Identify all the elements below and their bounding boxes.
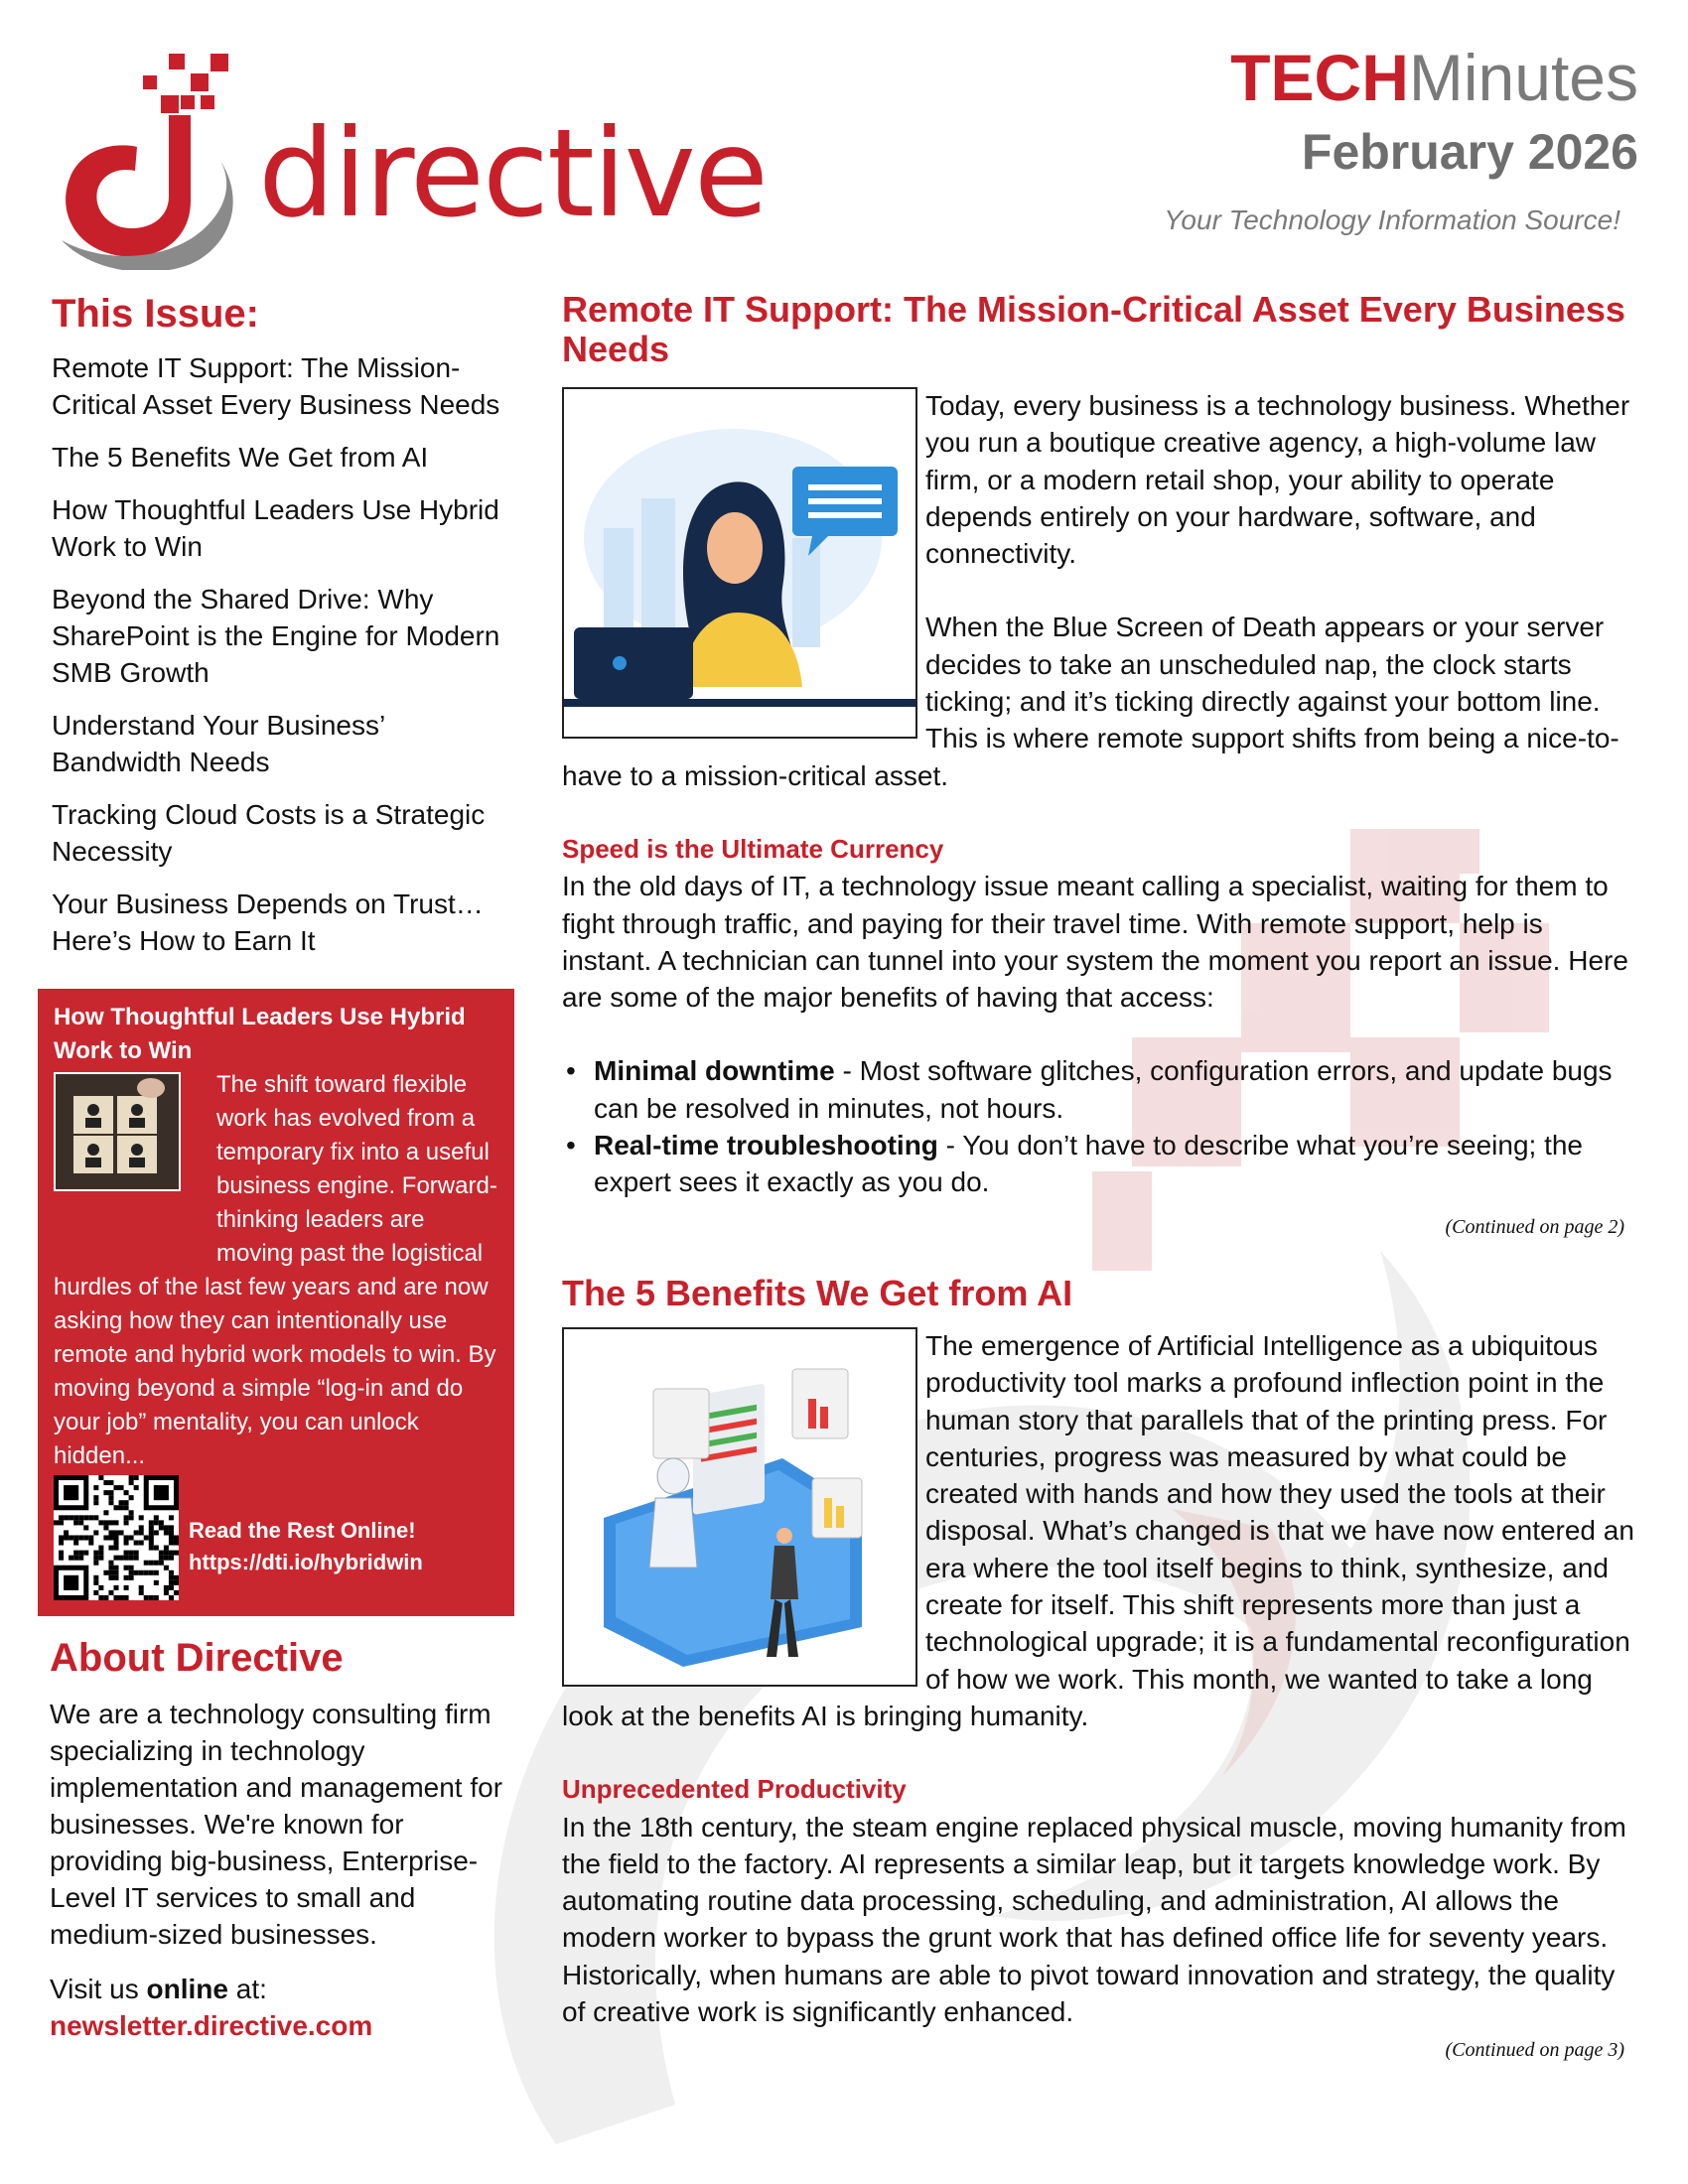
qr-code[interactable] [54, 1475, 179, 1600]
article-subheading: Speed is the Ultimate Currency [562, 833, 944, 864]
benefits-list [562, 1052, 1634, 1200]
newsletter-url-link[interactable]: newsletter.directive.com [50, 2010, 373, 2041]
list-item [562, 1127, 1634, 1201]
visit-line [50, 1971, 506, 2007]
logo-wordmark: directive [258, 103, 767, 244]
article-title: The 5 Benefits We Get from AI [562, 1272, 1073, 1313]
issue-item[interactable]: Your Business Depends on Trust… Here’s How to Earn It [52, 888, 484, 956]
article-intro: The emergence of Artificial Intelligence as a ubiquitous productivity tool marks a profound inflection point in the human story that parallels that of the printing press. For centuries, progress was measured by what could be created with hands and how they used the tools at their disposal. What’s changed is that we have now entered an era where the tool itself begins to think, synthesize, and create for itself. This shift represents more than just a technological upgrade; it is a fundamental reconfiguration of how we work. This month, we wanted to take a long look at the benefits AI is bringing humanity. [562, 1329, 1634, 1731]
logo-mark-icon [52, 52, 250, 270]
sidebar-feature-body: The shift toward flexible work has evolved from a temporary fix into a useful business engine. Forward-thinking leaders are moving past the logistical hurdles of the last few years and are now asking how they can intentionally use remote and hybrid work models to win. By moving beyond a simple “log-in and do your job” mentality, you can unlock hidden... [54, 1071, 497, 1469]
article-remote-it-support [562, 290, 1634, 1246]
title-minutes: Minutes [1408, 41, 1638, 114]
list-item [562, 1052, 1634, 1127]
article-subheading: Unprecedented Productivity [562, 1774, 907, 1805]
visit-prefix: Visit us [50, 1974, 147, 2004]
issue-item[interactable]: Tracking Cloud Costs is a Strategic Necessity [52, 799, 486, 867]
article-ai-benefits [562, 1274, 1634, 2070]
article-intro: Today, every business is a technology business. Whether you run a boutique creative agency, a high-volume law firm, or a modern retail shop, your ability to operate depends entirely on your hardware, software, and connectivity. [925, 390, 1630, 570]
this-issue-section [52, 290, 518, 975]
this-issue-heading: This Issue: [52, 292, 259, 336]
article-title: Remote IT Support: The Mission-Critical Asset Every Business Needs [562, 289, 1625, 369]
tagline: Your Technology Information Source! [1164, 205, 1620, 235]
sidebar-feature-box [38, 989, 514, 1616]
sidebar-feature-title[interactable]: How Thoughtful Leaders Use Hybrid Work to Win [54, 1004, 466, 1064]
bullet-term: Real-time troubleshooting [594, 1130, 938, 1161]
bullet-text: - You don’t have to describe what you’re seeing; the expert sees it exactly as you do. [594, 1130, 1584, 1198]
visit-suffix: at: [227, 1974, 267, 2004]
title-tech: TECH [1230, 41, 1409, 114]
issue-item[interactable]: Understand Your Business’ Bandwidth Needs [52, 710, 385, 777]
masthead [943, 40, 1638, 236]
sidebar-feature-excerpt [54, 1068, 506, 1473]
newsletter-title [943, 40, 1638, 115]
about-section [50, 1634, 506, 2044]
issue-item[interactable]: Remote IT Support: The Mission-Critical Asset Every Business Needs [52, 352, 500, 420]
issue-item[interactable]: How Thoughtful Leaders Use Hybrid Work to Win [52, 494, 499, 562]
bullet-term: Minimal downtime [594, 1055, 835, 1087]
support-agent-illustration [562, 387, 917, 739]
about-heading: About Directive [50, 1636, 344, 1680]
read-more-label: Read the Rest Online! [189, 1518, 416, 1543]
issue-item[interactable]: The 5 Benefits We Get from AI [52, 442, 429, 473]
issue-item[interactable]: Beyond the Shared Drive: Why SharePoint is the Engine for Modern SMB Growth [52, 584, 500, 688]
read-more-link[interactable] [189, 1515, 423, 1578]
directive-logo [52, 52, 767, 270]
bullet-text: - Most software glitches, configuration errors, and update bugs can be resolved in minutes, not hours. [594, 1055, 1613, 1124]
article-paragraph: In the 18th century, the steam engine replaced physical muscle, moving humanity from the field to the factory. AI represents a similar leap, but it targets knowledge work. By automating routine data processing, scheduling, and administration, AI allows the modern worker to bypass the grunt work that has defined office life for seventy years. Historically, when humans are able to pivot toward innovation and strategy, the quality of creative work is significantly enhanced. [562, 1811, 1626, 2027]
article-paragraph: In the old days of IT, a technology issue meant calling a specialist, waiting for them to fight through traffic, and paying for their travel time. With remote support, help is instant. A technician can tunnel into your system the moment you report an issue. Here are some of the major benefits of having that access: [562, 871, 1628, 1014]
issue-date: February 2026 [1301, 124, 1638, 180]
visit-bold: online [146, 1974, 228, 2004]
main-column [562, 290, 1634, 2070]
about-body: We are a technology consulting firm specializing in technology implementation and management for businesses. We're known for providing big-business, Enterprise-Level IT services to small and medium-sized businesses. [50, 1699, 503, 1950]
read-more-url[interactable]: https://dti.io/hybridwin [189, 1550, 423, 1574]
continued-notice: (Continued on page 2) [1445, 1215, 1624, 1238]
article-paragraph: When the Blue Screen of Death appears or your server decides to take an unscheduled nap, the clock starts ticking; and it’s ticking directly against your bottom line. This is where remote support shifts from being a nice-to-have to a mission-critical asset. [562, 612, 1619, 791]
continued-notice: (Continued on page 3) [1445, 2039, 1624, 2062]
ai-robot-illustration [562, 1327, 917, 1687]
